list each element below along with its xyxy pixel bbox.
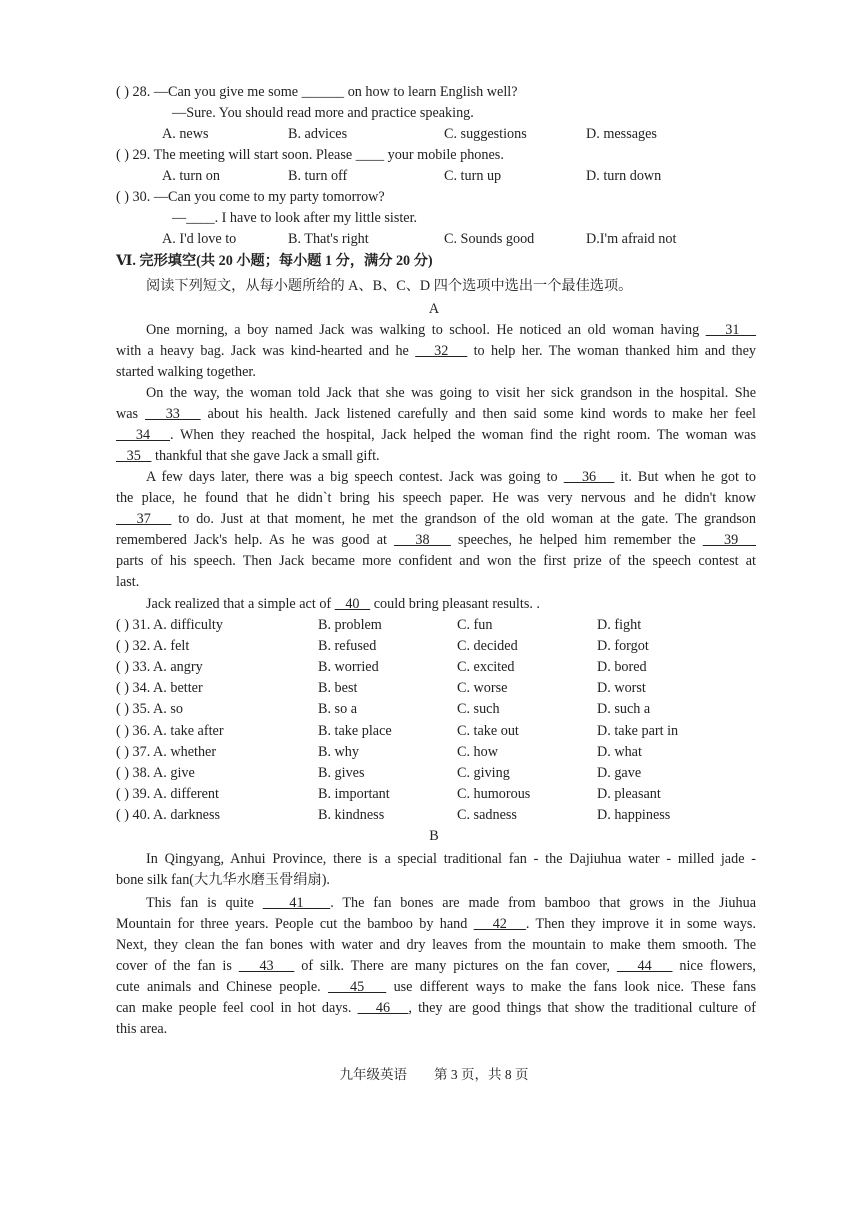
option-d: D. gave xyxy=(597,765,642,781)
option-c: C. sadness xyxy=(457,807,517,823)
passage-a-line-11: remembered Jack's help. As he was good at 38 speeches, he helped him remember the 39 xyxy=(116,532,756,548)
passage-b-line-9: this area. xyxy=(116,1021,168,1037)
option-c: C. excited xyxy=(457,659,515,675)
option-a: ( ) 35. A. so xyxy=(116,701,183,717)
option-a: A. news xyxy=(162,126,209,142)
cloze-row-37 xyxy=(116,742,756,763)
blank-34: 34 xyxy=(116,427,171,443)
section-instruction: 阅读下列短文，从每小题所给的 A、B、C、D 四个选项中选出一个最佳选项。 xyxy=(146,278,633,294)
passage-b-line-1: In Qingyang, Anhui Province, there is a special traditional fan - the Dajiuhua water - milled jade - xyxy=(146,851,756,867)
option-c: C. Sounds good xyxy=(444,231,535,247)
passage-a-line-2: with a heavy bag. Jack was kind-hearted and he 32 to help her. The woman thanked him and they xyxy=(116,343,756,359)
blank-42: 42 xyxy=(473,916,526,932)
cloze-row-31 xyxy=(116,615,756,636)
passage-a-line-9: the place, he found that he didn`t bring his speech paper. He was very nervous and he didn't know xyxy=(116,490,756,506)
option-a: ( ) 34. A. better xyxy=(116,680,203,696)
passage-a-line-1: One morning, a boy named Jack was walking to school. He noticed an old woman having 31 xyxy=(146,322,757,338)
cloze-row-38 xyxy=(116,763,756,784)
blank-40: 40 xyxy=(334,596,371,612)
cloze-row-32 xyxy=(116,636,756,657)
option-d: D. take part in xyxy=(597,723,679,739)
page-footer: 九年级英语 第 3 页，共 8 页 xyxy=(339,1067,529,1082)
option-a: ( ) 40. A. darkness xyxy=(116,807,221,823)
passage-a-line-7: 35 thankful that she gave Jack a small gift. xyxy=(116,448,380,464)
option-a: ( ) 39. A. different xyxy=(116,786,219,802)
option-d: D. forgot xyxy=(597,638,649,654)
blank-41: 41 xyxy=(262,895,331,911)
option-c: C. take out xyxy=(457,723,519,739)
question-28-options xyxy=(116,124,756,145)
option-c: C. decided xyxy=(457,638,518,654)
question-30-options xyxy=(116,229,756,250)
option-c: C. fun xyxy=(457,617,493,633)
passage-a-line-6: 34 . When they reached the hospital, Jack helped the woman find the right room. The woman was xyxy=(116,427,756,443)
option-c: C. giving xyxy=(457,765,510,781)
passage-b-line-2: bone silk fan(大九华水磨玉骨绢扇). xyxy=(116,872,330,888)
passage-b-line-5: Next, they clean the fan bones with water and dry leaves from the mountain to make them smooth. The xyxy=(116,937,756,953)
cloze-row-36 xyxy=(116,721,756,742)
option-d: D. worst xyxy=(597,680,646,696)
blank-33: 33 xyxy=(144,406,201,422)
passage-a-line-8: A few days later, there was a big speech contest. Jack was going to 36 it. But when he got to xyxy=(146,469,757,485)
option-b: B. advices xyxy=(288,126,348,142)
passage-a-line-3: started walking together. xyxy=(116,364,256,380)
option-a: ( ) 38. A. give xyxy=(116,765,195,781)
option-a: ( ) 33. A. angry xyxy=(116,659,203,675)
passage-a-line-12: parts of his speech. Then Jack became more confident and won the first prize of the speech contest at xyxy=(116,553,756,569)
cloze-row-33 xyxy=(116,657,756,678)
passage-b-line-8: can make people feel cool in hot days. 46 , they are good things that show the traditional culture of xyxy=(116,1000,756,1016)
question-28-stem: ( ) 28. —Can you give me some ______ on how to learn English well? xyxy=(116,84,518,100)
option-b: B. problem xyxy=(318,617,382,633)
option-a: ( ) 37. A. whether xyxy=(116,744,217,760)
blank-44: 44 xyxy=(616,958,673,974)
blank-35: 35 xyxy=(116,448,152,464)
option-d: D. messages xyxy=(586,126,657,142)
option-a: ( ) 36. A. take after xyxy=(116,723,224,739)
option-b: B. so a xyxy=(318,701,358,717)
blank-39: 39 xyxy=(702,532,756,548)
blank-43: 43 xyxy=(238,958,295,974)
option-d: D. such a xyxy=(597,701,651,717)
option-d: D. what xyxy=(597,744,642,760)
passage-a-line-10: 37 to do. Just at that moment, he met the grandson of the old woman at the gate. The grandson xyxy=(116,511,756,527)
option-b: B. best xyxy=(318,680,358,696)
blank-31: 31 xyxy=(705,322,757,338)
blank-46: 46 xyxy=(357,1000,409,1016)
option-b: B. kindness xyxy=(318,807,385,823)
section-heading: Ⅵ. 完形填空(共 20 小题；每小题 1 分，满分 20 分) xyxy=(116,253,433,269)
option-b: B. refused xyxy=(318,638,377,654)
option-b: B. worried xyxy=(318,659,379,675)
passage-a-label: A xyxy=(428,301,440,317)
option-b: B. important xyxy=(318,786,390,802)
option-a: A. turn on xyxy=(162,168,220,184)
question-29-options xyxy=(116,166,756,187)
cloze-row-34 xyxy=(116,678,756,699)
blank-38: 38 xyxy=(394,532,451,548)
passage-a-line-14: Jack realized that a simple act of 40 could bring pleasant results. . xyxy=(146,596,540,612)
blank-32: 32 xyxy=(415,343,468,359)
blank-36: 36 xyxy=(563,469,615,485)
question-30-reply: —____. I have to look after my little sister. xyxy=(172,210,418,226)
option-a: ( ) 32. A. felt xyxy=(116,638,190,654)
passage-b-line-3: This fan is quite 41 . The fan bones are made from bamboo that grows in the Jiuhua xyxy=(146,895,757,911)
cloze-row-35 xyxy=(116,699,756,720)
passage-b-line-4: Mountain for three years. People cut the bamboo by hand 42 . Then they improve it in some ways. xyxy=(116,916,756,932)
option-c: C. how xyxy=(457,744,498,760)
option-b: B. why xyxy=(318,744,359,760)
option-b: B. turn off xyxy=(288,168,348,184)
passage-b-line-6: cover of the fan is 43 of silk. There are many pictures on the fan cover, 44 nice flowers, xyxy=(116,958,756,974)
cloze-row-40 xyxy=(116,805,756,826)
passage-b-label: B xyxy=(429,828,439,844)
option-d: D. bored xyxy=(597,659,647,675)
passage-a-line-5: was 33 about his health. Jack listened carefully and then said some kind words to make her feel xyxy=(116,406,756,422)
passage-b-line-7: cute animals and Chinese people. 45 use different ways to make the fans look nice. These fans xyxy=(116,979,756,995)
option-a: A. I'd love to xyxy=(162,231,237,247)
option-d: D. happiness xyxy=(597,807,671,823)
passage-a-line-13: last. xyxy=(116,574,140,590)
blank-45: 45 xyxy=(328,979,387,995)
option-b: B. take place xyxy=(318,723,392,739)
option-b: B. That's right xyxy=(288,231,369,247)
option-a: ( ) 31. A. difficulty xyxy=(116,617,223,633)
option-d: D.I'm afraid not xyxy=(586,231,677,247)
option-b: B. gives xyxy=(318,765,365,781)
question-29-stem: ( ) 29. The meeting will start soon. Please ____ your mobile phones. xyxy=(116,147,504,163)
question-28-reply: —Sure. You should read more and practice speaking. xyxy=(172,105,474,121)
cloze-row-39 xyxy=(116,784,756,805)
option-d: D. turn down xyxy=(586,168,662,184)
option-c: C. suggestions xyxy=(444,126,527,142)
passage-a-line-4: On the way, the woman told Jack that she was going to visit her sick grandson in the hospital. She xyxy=(146,385,756,401)
option-c: C. worse xyxy=(457,680,508,696)
blank-37: 37 xyxy=(116,511,172,527)
option-c: C. humorous xyxy=(457,786,531,802)
question-30-stem: ( ) 30. —Can you come to my party tomorrow? xyxy=(116,189,385,205)
option-d: D. pleasant xyxy=(597,786,661,802)
option-d: D. fight xyxy=(597,617,642,633)
option-c: C. turn up xyxy=(444,168,502,184)
option-c: C. such xyxy=(457,701,500,717)
